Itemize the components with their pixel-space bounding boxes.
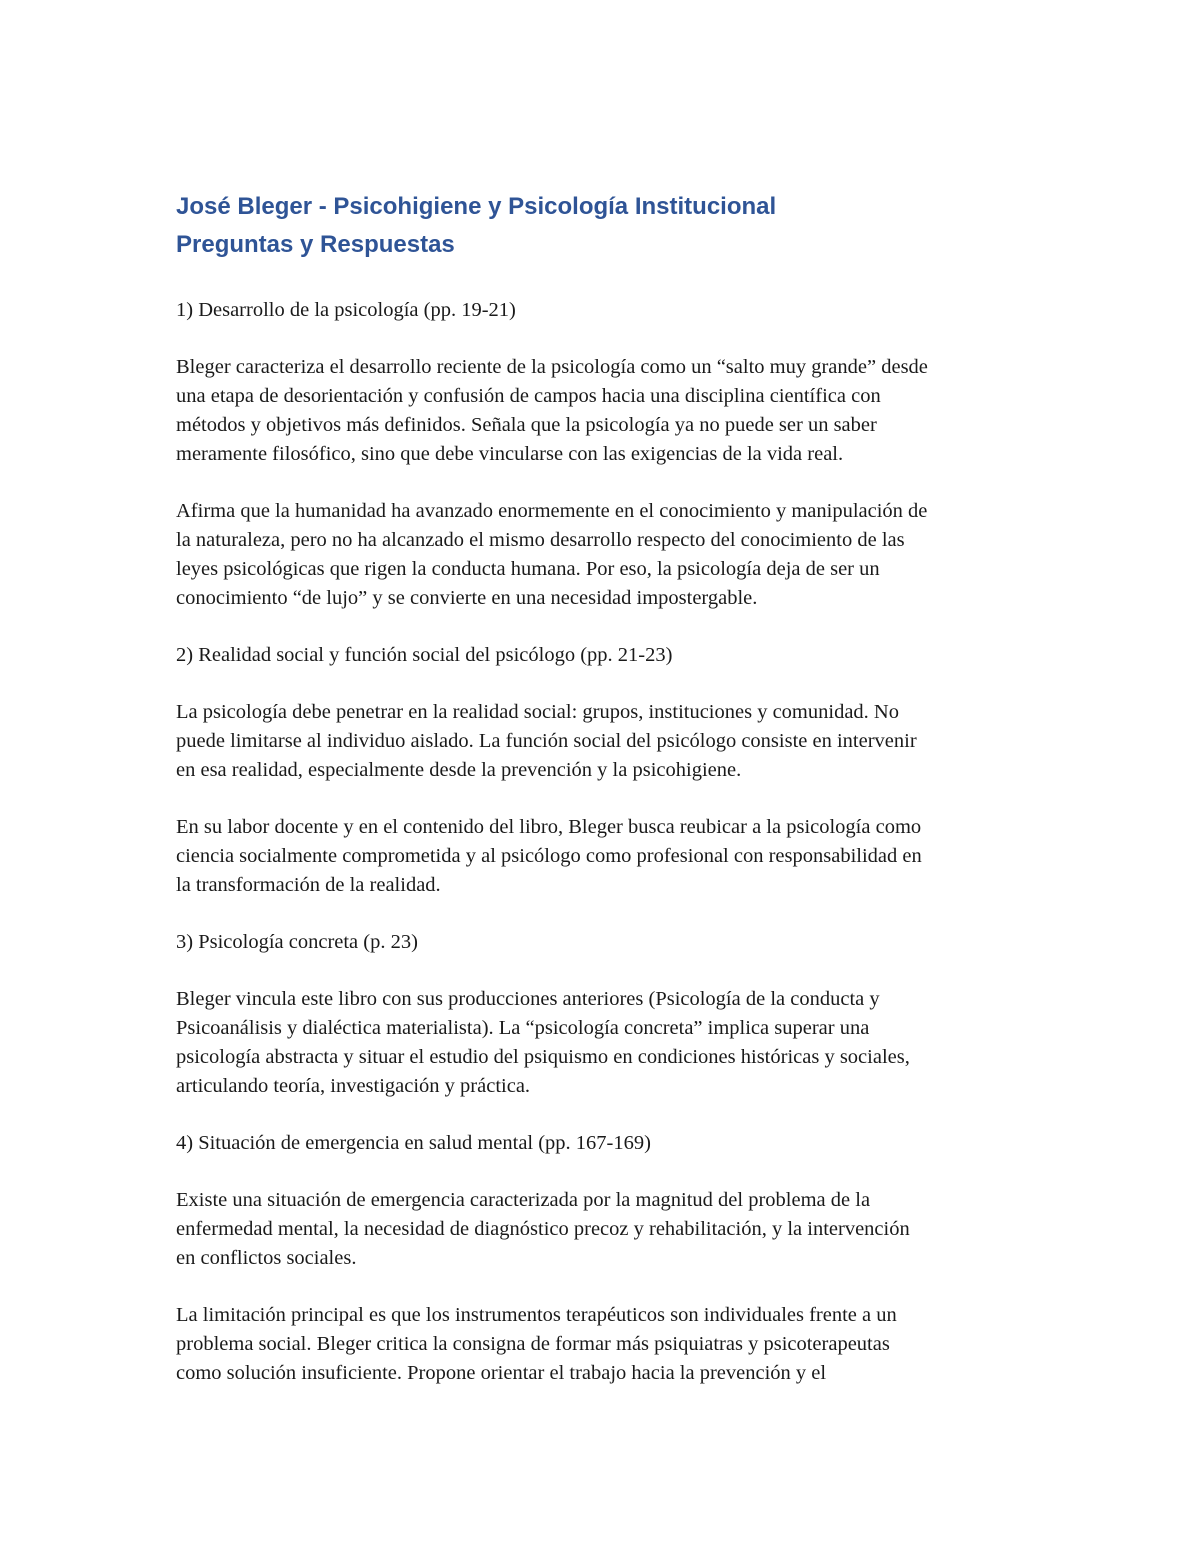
paragraph-line: Afirma que la humanidad ha avanzado enormemente en el conocimiento y manipulación de [176,500,928,522]
paragraph-line: ciencia socialmente comprometida y al psicólogo como profesional con responsabilidad en [176,845,922,867]
body-paragraph [176,1301,1026,1388]
body-paragraph [176,353,1026,469]
spacer [176,1158,1026,1186]
paragraph-line: La psicología debe penetrar en la realidad social: grupos, instituciones y comunidad. No [176,701,899,723]
paragraph-line: métodos y objetivos más definidos. Señala que la psicología ya no puede ser un saber [176,414,877,436]
paragraph-line: la naturaleza, pero no ha alcanzado el mismo desarrollo respecto del conocimiento de las [176,529,905,551]
spacer [176,1273,1026,1301]
paragraph-line: La limitación principal es que los instrumentos terapéuticos son individuales frente a un [176,1304,897,1326]
paragraph-line: problema social. Bleger critica la consigna de formar más psiquiatras y psicoterapeutas [176,1333,890,1355]
spacer [176,325,1026,353]
body-paragraph [176,813,1026,900]
spacer [176,900,1026,928]
paragraph-line: la transformación de la realidad. [176,874,441,896]
body-paragraph [176,985,1026,1101]
paragraph-line: En su labor docente y en el contenido del libro, Bleger busca reubicar a la psicología como [176,816,922,838]
paragraph-line: Psicoanálisis y dialéctica materialista). La “psicología concreta” implica superar una [176,1017,870,1039]
document-page [176,188,1026,1388]
spacer [176,469,1026,497]
paragraph-line: una etapa de desorientación y confusión de campos hacia una disciplina científica con [176,385,881,407]
paragraph-line: articulando teoría, investigación y práctica. [176,1075,531,1097]
paragraph-line: como solución insuficiente. Propone orientar el trabajo hacia la prevención y el [176,1362,827,1384]
paragraph-line: meramente filosófico, sino que debe vincularse con las exigencias de la vida real. [176,443,844,465]
paragraph-line: Bleger vincula este libro con sus producciones anteriores (Psicología de la conducta y [176,988,880,1010]
body-paragraph [176,497,1026,613]
body-paragraph [176,1186,1026,1273]
paragraph-line: leyes psicológicas que rigen la conducta humana. Por eso, la psicología deja de ser un [176,558,880,580]
paragraph-line: psicología abstracta y situar el estudio del psiquismo en condiciones históricas y sociales, [176,1046,910,1068]
spacer [176,613,1026,641]
paragraph-line: en conflictos sociales. [176,1247,357,1269]
paragraph-line: puede limitarse al individuo aislado. La función social del psicólogo consiste en intervenir [176,730,917,752]
spacer [176,264,1026,296]
section-heading: 3) Psicología concreta (p. 23) [176,931,418,953]
section-heading: 1) Desarrollo de la psicología (pp. 19-21) [176,299,516,321]
spacer [176,670,1026,698]
section-heading: 4) Situación de emergencia en salud mental (pp. 167-169) [176,1132,651,1154]
spacer [176,957,1026,985]
spacer [176,785,1026,813]
paragraph-line: Bleger caracteriza el desarrollo reciente de la psicología como un “salto muy grande” desde [176,356,928,378]
paragraph-line: Existe una situación de emergencia caracterizada por la magnitud del problema de la [176,1189,871,1211]
paragraph-line: en esa realidad, especialmente desde la prevención y la psicohigiene. [176,759,742,781]
document-title: José Bleger - Psicohigiene y Psicología Institucional [176,193,777,220]
paragraph-line: conocimiento “de lujo” y se convierte en una necesidad impostergable. [176,587,758,609]
paragraph-line: enfermedad mental, la necesidad de diagnóstico precoz y rehabilitación, y la intervención [176,1218,910,1240]
spacer [176,1101,1026,1129]
body-paragraph [176,698,1026,785]
sections-container [176,296,1026,1388]
document-subtitle: Preguntas y Respuestas [176,231,455,258]
section-heading: 2) Realidad social y función social del psicólogo (pp. 21-23) [176,644,673,666]
